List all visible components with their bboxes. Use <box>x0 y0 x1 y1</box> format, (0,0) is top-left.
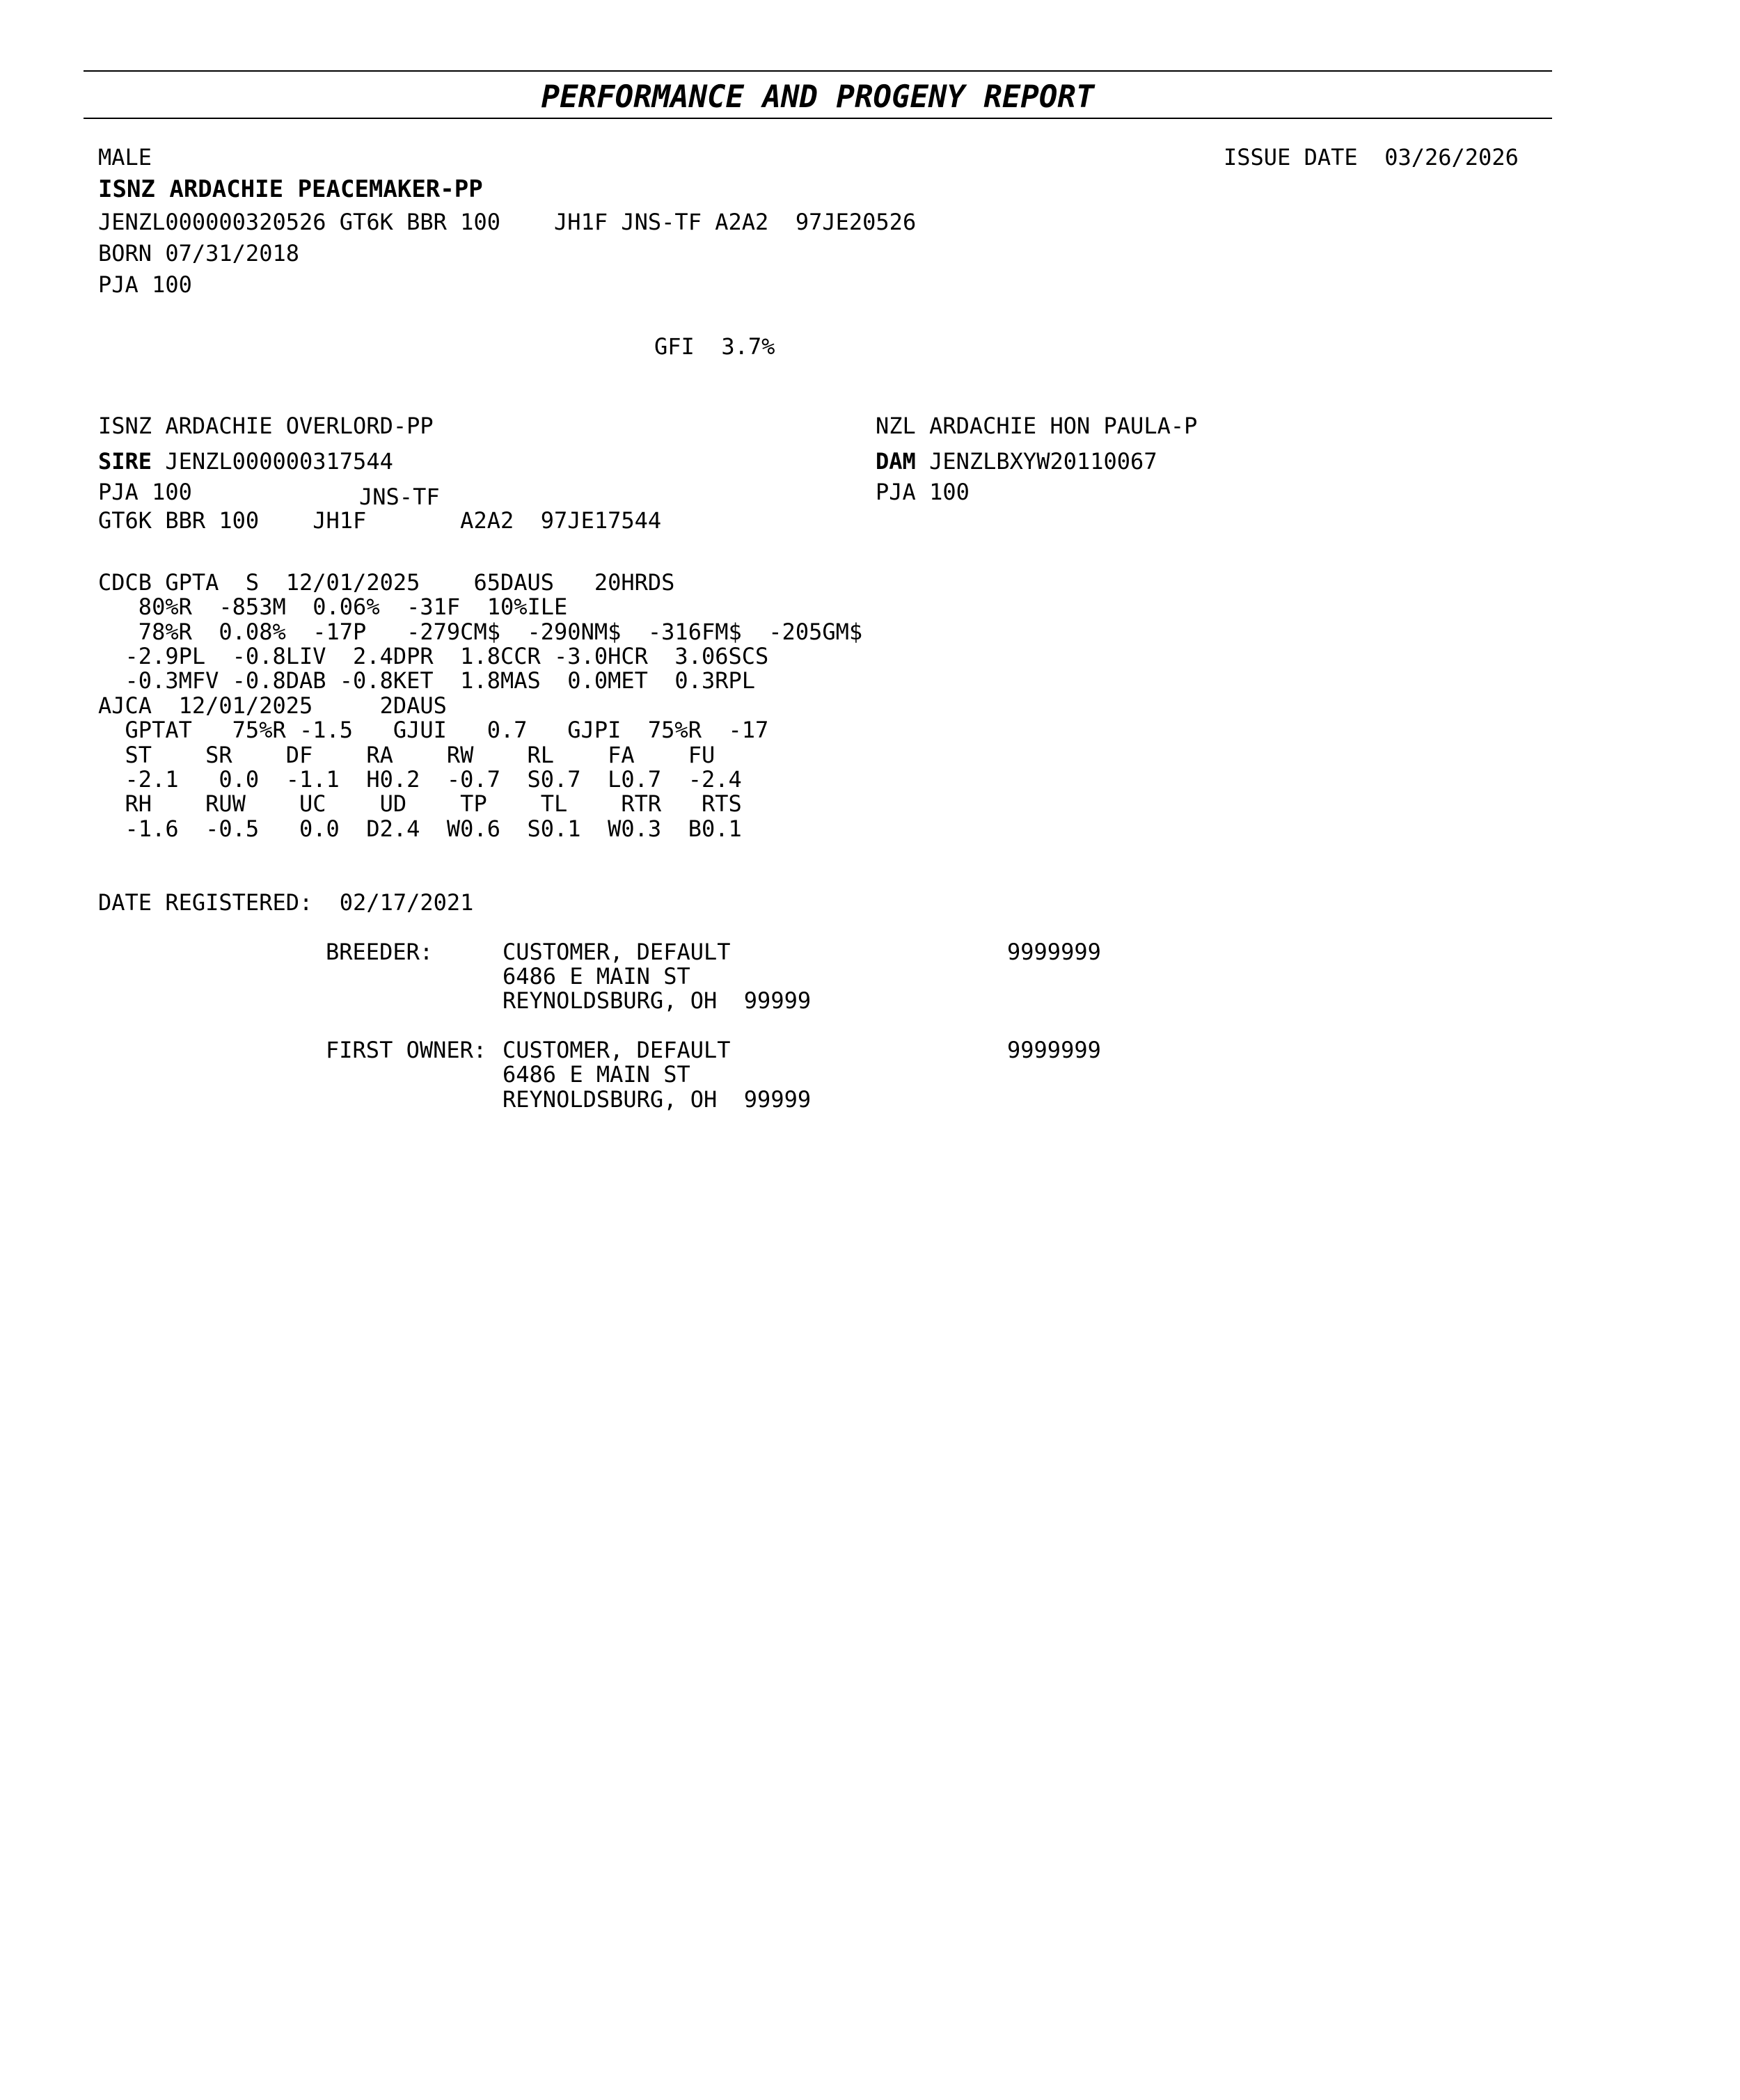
dam-pja: PJA 100 <box>876 479 970 505</box>
breeder-name: CUSTOMER, DEFAULT <box>503 939 731 965</box>
evaluation-line: -0.3MFV -0.8DAB -0.8KET 1.8MAS 0.0MET 0.3RPL <box>98 667 756 694</box>
animal-pja: PJA 100 <box>98 271 192 298</box>
animal-id-line: JENZL000000320526 GT6K BBR 100 JH1F JNS-TF A2A2 97JE20526 <box>98 209 917 235</box>
title-rule <box>84 118 1552 119</box>
date-registered: DATE REGISTERED: 02/17/2021 <box>98 889 474 916</box>
evaluation-line: 78%R 0.08% -17P -279CM$ -290NM$ -316FM$ -205GM$ <box>98 619 863 645</box>
evaluation-line: GPTAT 75%R -1.5 GJUI 0.7 GJPI 75%R -17 <box>98 717 769 743</box>
breeder-city: REYNOLDSBURG, OH 99999 <box>503 987 812 1014</box>
sire-code: JNS-TF <box>359 484 440 510</box>
sire-label: SIRE <box>98 448 152 475</box>
dam-reg: JENZLBXYW20110067 <box>929 448 1157 475</box>
gfi-value: GFI 3.7% <box>654 333 775 360</box>
evaluation-line: CDCB GPTA S 12/01/2025 65DAUS 20HRDS <box>98 569 675 596</box>
first-owner-label: FIRST OWNER: <box>326 1037 487 1063</box>
evaluation-line: ST SR DF RA RW RL FA FU <box>98 742 715 768</box>
sex-label: MALE <box>98 144 152 170</box>
evaluation-line: -2.1 0.0 -1.1 H0.2 -0.7 S0.7 L0.7 -2.4 <box>98 766 742 793</box>
first-owner-city: REYNOLDSBURG, OH 99999 <box>503 1086 812 1113</box>
evaluation-line: -2.9PL -0.8LIV 2.4DPR 1.8CCR -3.0HCR 3.06SCS <box>98 643 769 669</box>
first-owner-address: 6486 E MAIN ST <box>503 1061 690 1088</box>
issue-date: ISSUE DATE 03/26/2026 <box>1224 144 1519 170</box>
report-title: PERFORMANCE AND PROGENY REPORT <box>541 79 1095 115</box>
evaluation-line: -1.6 -0.5 0.0 D2.4 W0.6 S0.1 W0.3 B0.1 <box>98 816 742 842</box>
first-owner-name: CUSTOMER, DEFAULT <box>503 1037 731 1063</box>
sire-name: ISNZ ARDACHIE OVERLORD-PP <box>98 413 434 439</box>
dam-reg-line <box>876 449 1157 474</box>
breeder-address: 6486 E MAIN ST <box>503 963 690 989</box>
sire-id-line: GT6K BBR 100 JH1F A2A2 97JE17544 <box>98 507 662 534</box>
breeder-number: 9999999 <box>1007 939 1101 965</box>
dam-name: NZL ARDACHIE HON PAULA-P <box>876 413 1198 439</box>
evaluation-line: 80%R -853M 0.06% -31F 10%ILE <box>98 594 568 620</box>
dam-label: DAM <box>876 448 916 475</box>
first-owner-number: 9999999 <box>1007 1037 1101 1063</box>
evaluation-line: RH RUW UC UD TP TL RTR RTS <box>98 790 742 817</box>
sire-reg-line <box>98 449 393 474</box>
animal-born: BORN 07/31/2018 <box>98 240 299 267</box>
top-rule <box>84 70 1552 72</box>
sire-pja: PJA 100 <box>98 479 192 505</box>
animal-name: ISNZ ARDACHIE PEACEMAKER-PP <box>98 175 483 203</box>
evaluation-line: AJCA 12/01/2025 2DAUS <box>98 692 447 719</box>
breeder-label: BREEDER: <box>326 939 434 965</box>
sire-reg: JENZL000000317544 <box>165 448 393 475</box>
